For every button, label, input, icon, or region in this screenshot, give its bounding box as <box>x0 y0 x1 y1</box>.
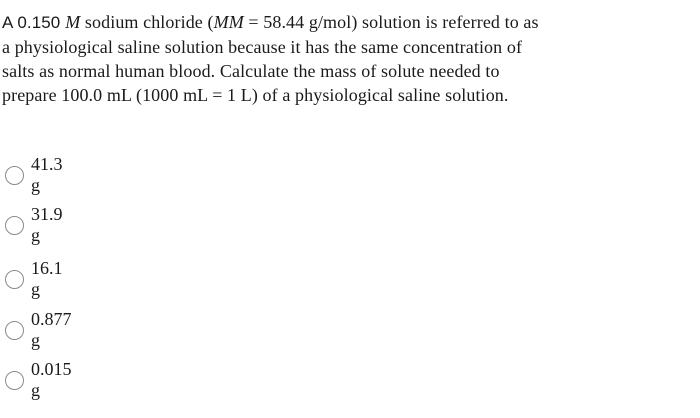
radio-button-2[interactable] <box>5 216 24 235</box>
question-line-1-middle: sodium chloride ( <box>80 12 214 32</box>
question-line-1-suffix: = 58.44 g/mol) solution is referred to as <box>243 12 539 32</box>
answer-option-3-label: 16.1 g <box>31 258 63 299</box>
radio-button-1[interactable] <box>5 166 24 185</box>
radio-button-4[interactable] <box>5 321 24 340</box>
answer-option-5-label: 0.015 g <box>31 359 72 400</box>
answer-option-2-label: 31.9 g <box>31 204 63 245</box>
question-text <box>2 10 692 107</box>
question-line-1 <box>2 10 692 35</box>
question-line-1-prefix: A 0.150 <box>2 13 66 32</box>
answer-option-1-label: 41.3 g <box>31 154 63 195</box>
molarity-symbol: M <box>65 12 81 32</box>
molar-mass-symbol: MM <box>213 12 244 32</box>
answer-option-4-label: 0.877 g <box>31 309 72 350</box>
answer-option-3[interactable] <box>5 258 63 299</box>
question-line-2: a physiological saline solution because it has the same concentration of <box>2 37 523 57</box>
question-line-3: salts as normal human blood. Calculate the mass of solute needed to <box>2 61 500 81</box>
question-line-4: prepare 100.0 mL (1000 mL = 1 L) of a physiological saline solution. <box>2 85 509 105</box>
answer-option-4[interactable] <box>5 309 72 350</box>
radio-button-5[interactable] <box>5 371 24 390</box>
radio-button-3[interactable] <box>5 270 24 289</box>
answer-option-2[interactable] <box>5 204 63 245</box>
answer-option-5[interactable] <box>5 359 72 400</box>
answer-option-1[interactable] <box>5 154 63 195</box>
